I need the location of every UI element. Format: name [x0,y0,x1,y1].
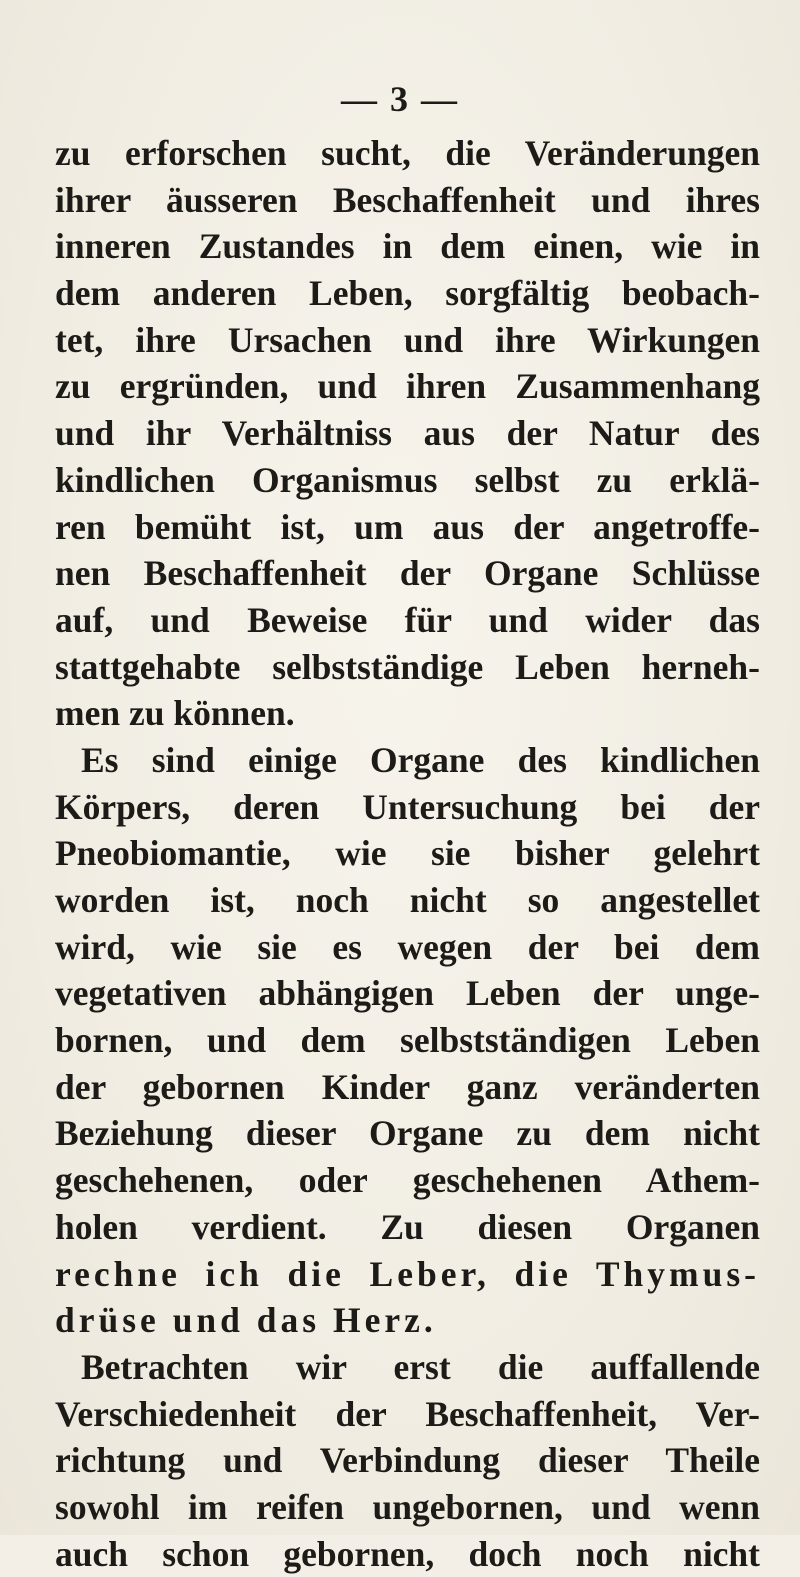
text-line: drüse und das Herz. [55,1300,437,1341]
text-line: men zu können. [55,693,295,734]
body-text [55,130,760,1577]
text-line: worden ist, noch nicht so angestellet [55,880,760,920]
text-line: ren bemüht ist, um aus der angetroffe- [55,506,760,547]
text-line: rechne ich die Leber, die Thymus- [55,1253,760,1294]
text-line: Pneobiomantie, wie sie bisher gelehrt [55,833,760,874]
text-line: vegetativen abhängigen Leben der unge- [55,973,760,1014]
text-line: kindlichen Organismus selbst zu erklä- [55,459,760,500]
text-line: der gebornen Kinder ganz veränderten [55,1066,760,1107]
text-line: dem anderen Leben, sorgfältig beobach- [55,273,760,314]
text-line: inneren Zustandes in dem einen, wie in [55,226,760,267]
text-line: stattgehabte selbstständige Leben herneh- [55,646,760,687]
text-line: ihrer äusseren Beschaffenheit und ihres [55,179,760,220]
paragraph-1 [55,130,760,737]
text-line: geschehenen, oder geschehenen Athem- [55,1160,760,1201]
text-line: richtung und Verbindung dieser Theile [55,1440,760,1481]
text-line: und ihr Verhältniss aus der Natur des [55,413,760,454]
text-line: bornen, und dem selbstständigen Leben [55,1020,760,1061]
paragraph-3 [55,1344,760,1577]
text-line: wird, wie sie es wegen der bei dem [55,926,760,967]
text-line: Betrachten wir erst die auffallende [81,1346,760,1387]
text-line: Es sind einige Organe des kindlichen [81,739,760,780]
text-line: nen Beschaffenheit der Organe Schlüsse [55,553,760,594]
text-line: Körpers, deren Untersuchung bei der [55,786,760,827]
text-line: zu erforschen sucht, die Veränderungen [55,133,760,173]
text-line: auf, und Beweise für und wider das [55,599,760,640]
text-line: holen verdient. Zu diesen Organen [55,1206,760,1247]
text-line: Verschiedenheit der Beschaffenheit, Ver- [55,1393,760,1434]
text-line: zu ergründen, und ihren Zusammenhang [55,366,760,407]
text-line: Beziehung dieser Organe zu dem nicht [55,1113,760,1154]
text-line: tet, ihre Ursachen und ihre Wirkungen [55,319,760,360]
text-line: sowohl im reifen ungebornen, und wenn [55,1486,760,1527]
text-line: auch schon gebornen, doch noch nicht [55,1533,760,1574]
page-number: — 3 — [341,79,459,119]
paragraph-2 [55,737,760,1344]
